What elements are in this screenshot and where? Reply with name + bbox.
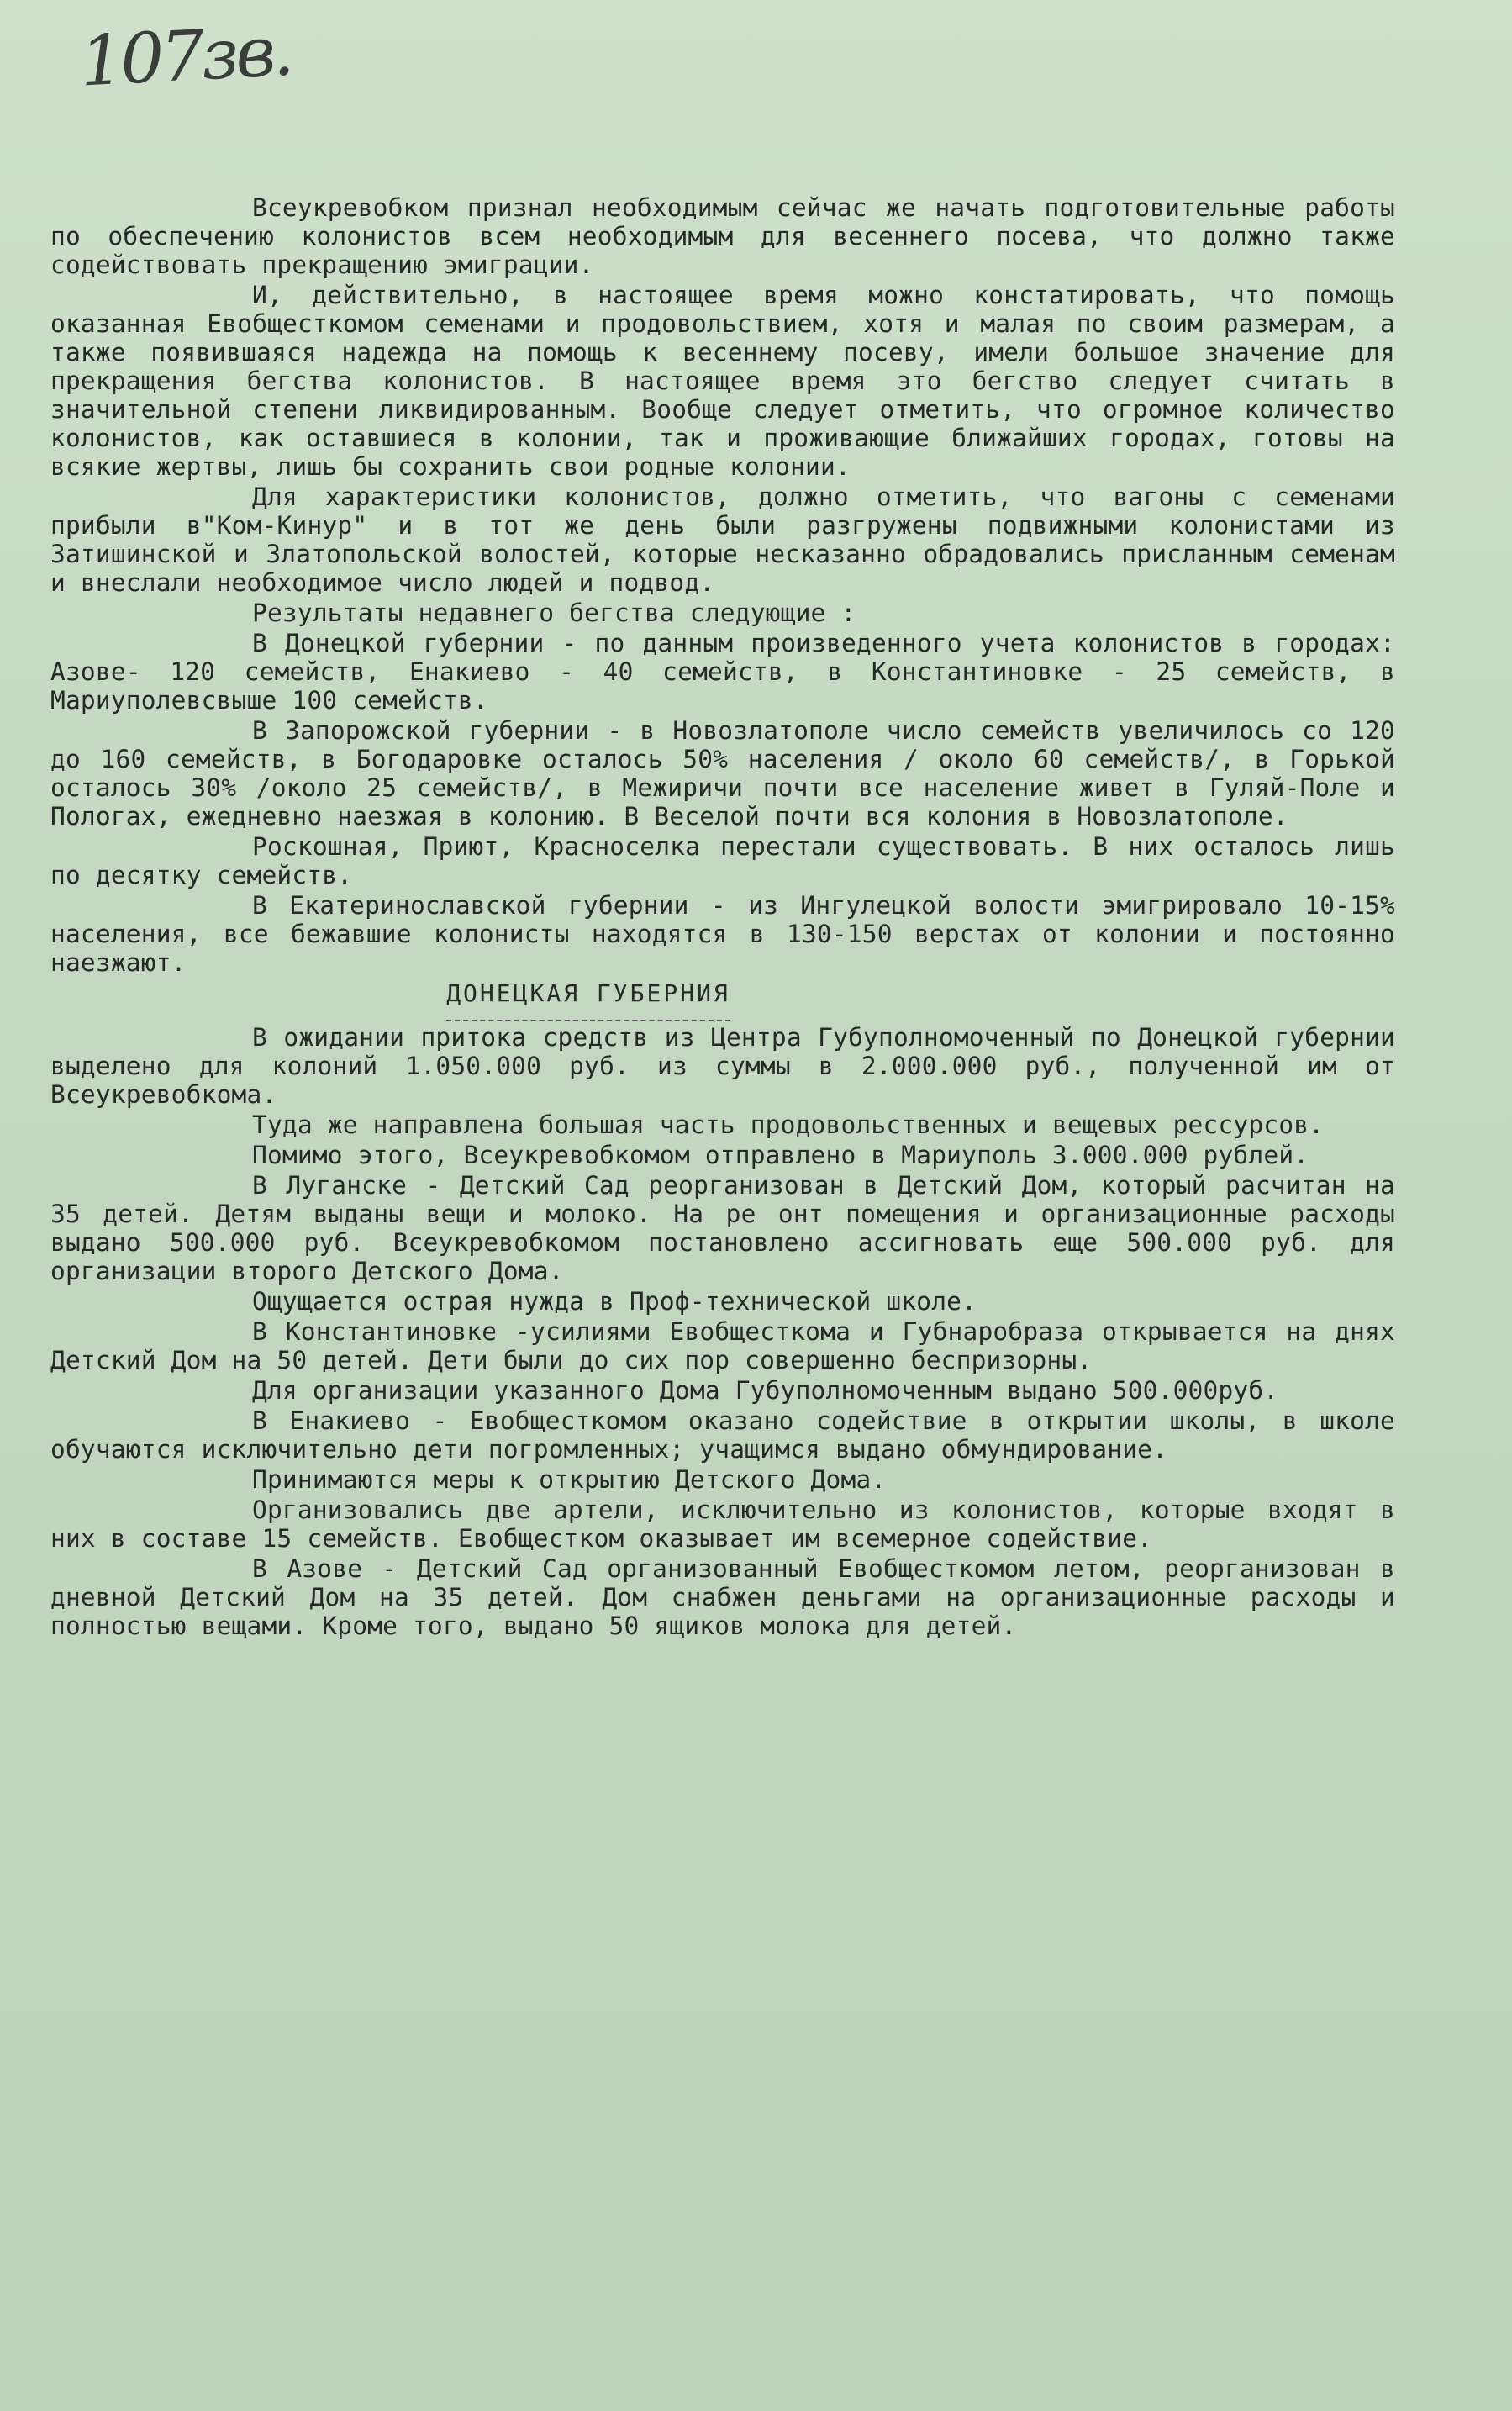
paragraph: Для характеристики колонистов, должно отметить, что вагоны с семенами прибыли в"Ком-Кинур" и в тот же день были разгружены подвижными колонистами из Затишинской и Златопольской волостей, которые несказанно обрадовались присланным семенам и внеслали необходимое число людей и подвод. bbox=[50, 483, 1395, 597]
section-heading bbox=[50, 979, 1395, 1021]
paragraph: Организовались две артели, исключительно из колонистов, которые входят в них в составе 15 семейств. Евобщестком оказывает им всемерное содействие. bbox=[50, 1496, 1395, 1553]
paragraph: В Луганске - Детский Сад реорганизован в Детский Дом, который расчитан на 35 детей. Детям выданы вещи и молоко. На ре онт помещения и организационные расходы выдано 500.000 руб. Всеукревобкомом постановлено ассигновать еще 500.000 руб. для организации второго Детского Дома. bbox=[50, 1171, 1395, 1285]
paragraph: Всеукревобком признал необходимым сейчас же начать подготовительные работы по обеспечению колонистов всем необходимым для весеннего посева, что должно также содействовать прекращению эмиграции. bbox=[50, 193, 1395, 279]
paragraph: И, действительно, в настоящее время можно констатировать, что помощь оказанная Евобщесткомом семенами и продовольствием, хотя и малая по своим размерам, а также появившаяся надежда на помощь к весеннему посеву, имели большое значение для прекращения бегства колонистов. В настоящее время это бегство следует считать в значительной степени ликвидированным. Вообще следует отметить, что огромное количество колонистов, как оставшиеся в колонии, так и проживающие ближайших городах, готовы на всякие жертвы, лишь бы сохранить свои родные колонии. bbox=[50, 281, 1395, 481]
paragraph: Результаты недавнего бегства следующие : bbox=[252, 599, 856, 627]
paragraph: В Запорожской губернии - в Новозлатополе число семейств увеличилось со 120 до 160 семейств, в Богодаровке осталось 50% населения / около 60 семейств/, в Горькой осталось 30% /около 25 семейств/, в Межиричи почти все население живет в Гуляй-Поле и Пологах, ежедневно наезжая в колонию. В Веселой почти вся колония в Новозлатополе. bbox=[50, 716, 1395, 831]
paragraph: Туда же направлена большая часть продовольственных и вещевых рессурсов. bbox=[252, 1111, 1325, 1139]
paragraph: Для организации указанного Дома Губуполномоченным выдано 500.000руб. bbox=[252, 1376, 1279, 1405]
paragraph: В Енакиево - Евобщесткомом оказано содействие в открытии школы, в школе обучаются исключительно дети погромленных; учащимся выдано обмундирование. bbox=[50, 1406, 1395, 1464]
paragraph: Принимаются меры к открытию Детского Дома. bbox=[252, 1465, 887, 1494]
paragraph: В ожидании притока средств из Центра Губуполномоченный по Донецкой губернии выделено для колоний 1.050.000 руб. из суммы в 2.000.000 руб., полученной им от Всеукревобкома. bbox=[50, 1023, 1395, 1109]
section-heading-text: ДОНЕЦКАЯ ГУБЕРНИЯ bbox=[446, 979, 730, 1021]
paragraph: Ощущается острая нужда в Проф-технической школе. bbox=[252, 1287, 977, 1316]
paragraph: В Азове - Детский Сад организованный Евобщесткомом летом, реорганизован в дневной Детский Дом на 35 детей. Дом снабжен деньгами на организационные расходы и полностью вещами. Кроме того, выдано 50 ящиков молока для детей. bbox=[50, 1554, 1395, 1640]
archive-page-number: 107зв. bbox=[77, 11, 293, 103]
document-body bbox=[50, 193, 1395, 1642]
paragraph: В Донецкой губернии - по данным произведенного учета колонистов в городах: Азове- 120 семейств, Енакиево - 40 семейств, в Константиновке - 25 семейств, в Мариуполевсвыше 100 семейств. bbox=[50, 629, 1395, 715]
paragraph: Помимо этого, Всеукревобкомом отправлено в Мариуполь 3.000.000 рублей. bbox=[252, 1141, 1309, 1169]
paragraph: В Константиновке -усилиями Евобщесткома и Губнаробраза открывается на днях Детский Дом на 50 детей. Дети были до сих пор совершенно беспризорны. bbox=[50, 1317, 1395, 1374]
paragraph: В Екатеринославской губернии - из Ингулецкой волости эмигрировало 10-15% населения, все бежавшие колонисты находятся в 130-150 верстах от колонии и постоянно наезжают. bbox=[50, 891, 1395, 977]
paragraph: Роскошная, Приют, Красноселка перестали существовать. В них осталось лишь по десятку семейств. bbox=[50, 832, 1395, 889]
